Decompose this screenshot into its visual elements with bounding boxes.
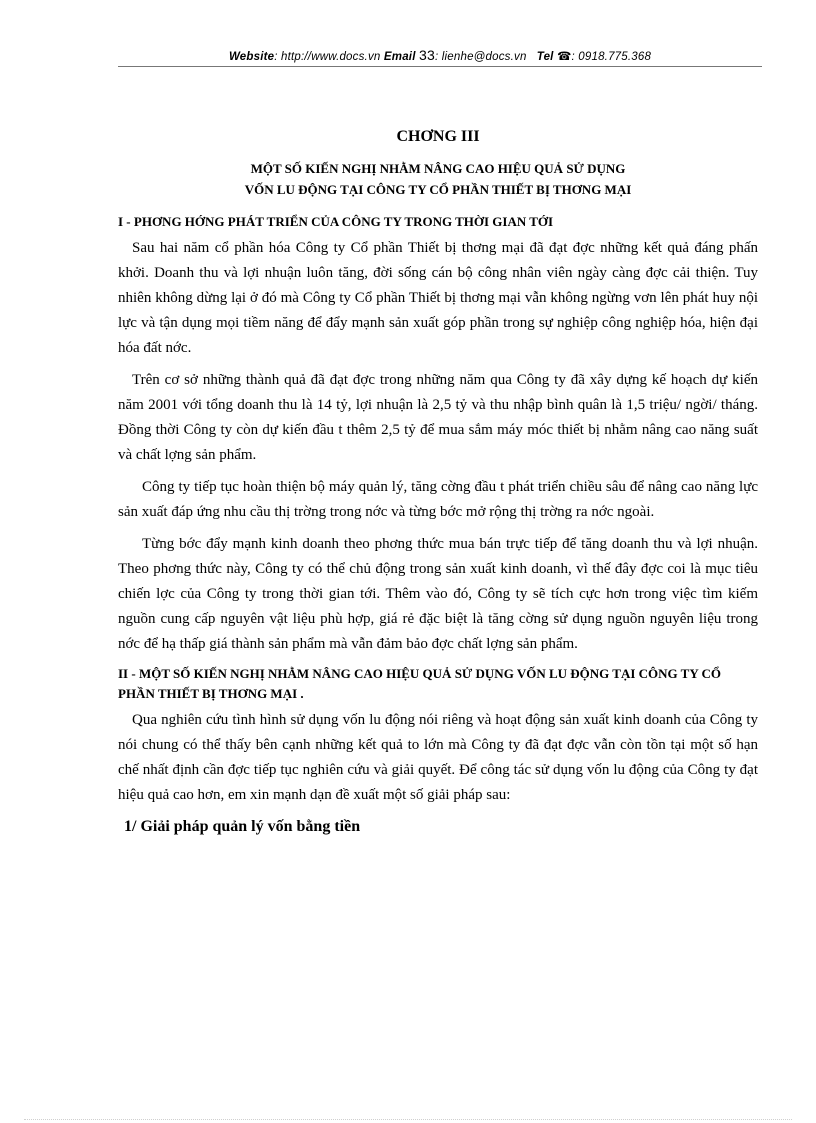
tel-label: Tel <box>536 51 554 63</box>
paragraph: Qua nghiên cứu tình hình sử dụng vốn lu động nói riêng và hoạt động sản xuất kinh doanh của Công ty nói chung có thể thấy bên cạnh những kết quả to lớn mà Công ty đã đạt đợc vẫn còn tồn tại một số hạn chế nhất định cần đợc tiếp tục nghiên cứu và giải quyết. Để công tác sử dụng vốn lu động của Công ty đạt hiệu quả cao hơn, em xin mạnh dạn đề xuất một số giải pháp sau: <box>118 712 758 803</box>
page-number: 33 <box>419 47 435 63</box>
phone-icon: ☎ <box>556 51 572 63</box>
section-heading-2: II - MỘT SỐ KIẾN NGHỊ NHẰM NÂNG CAO HIỆU QUẢ SỬ DỤNG VỐN LU ĐỘNG TẠI CÔNG TY CỔ PHẦN THIẾT BỊ THƠNG MẠI . <box>118 666 721 701</box>
paragraph: Công ty tiếp tục hoàn thiện bộ máy quản lý, tăng cờng đầu t phát triển chiều sâu để nâng cao năng lực sản xuất đáp ứng nhu cầu thị trờng trong nớc và từng bớc mở rộng thị trờng ra nớc ngoài. <box>118 479 758 520</box>
website-label: Website <box>228 51 275 63</box>
website-value: : http://www.docs.vn <box>274 51 381 63</box>
email-label: Email <box>383 51 416 63</box>
email-value: : lienhe@docs.vn <box>434 51 527 63</box>
subsection-heading: 1/ Giải pháp quản lý vốn bằng tiền <box>124 818 361 835</box>
page-header <box>118 47 762 63</box>
section-heading-1: I - PHƠNG HỚNG PHÁT TRIỂN CỦA CÔNG TY TRONG THỜI GIAN TỚI <box>118 214 554 229</box>
chapter-title-line: VỐN LU ĐỘNG TẠI CÔNG TY CỔ PHẦN THIẾT BỊ THƠNG MẠI <box>244 182 632 197</box>
chapter-title <box>118 158 758 200</box>
paragraph: Sau hai năm cổ phần hóa Công ty Cổ phần Thiết bị thơng mại đã đạt đợc những kết quả đáng phấn khởi. Doanh thu và lợi nhuận luôn tăng, đời sống cán bộ công nhân viên ngày càng đợc cải thiện. Tuy nhiên không dừng lại ở đó mà Công ty Cổ phần Thiết bị thơng mại vẫn không ngừng vơn lên phát huy nội lực và tận dụng mọi tiềm năng để đẩy mạnh sản xuất góp phần trong sự nghiệp công nghiệp hóa, hiện đại hóa đất nớc. <box>118 240 758 356</box>
chapter-heading: CHƠNG III <box>396 128 480 145</box>
footer-divider <box>24 1119 792 1120</box>
tel-value: : 0918.775.368 <box>571 51 652 63</box>
paragraph: Từng bớc đẩy mạnh kinh doanh theo phơng thức mua bán trực tiếp để tăng doanh thu và lợi nhuận. Theo phơng thức này, Công ty có thể chủ động trong sản xuất kinh doanh, vì thế đây đợc coi là mục tiêu chiến lợc của Công ty trong thời gian tới. Thêm vào đó, Công ty sẽ tích cực hơn trong việc tìm kiếm nguồn cung cấp nguyên vật liệu phù hợp, giá rẻ đặc biệt là tăng cờng sử dụng nguồn nguyên liệu trong nớc để hạ thấp giá thành sản phẩm mà vẫn đảm bảo đợc chất lợng sản phẩm. <box>118 536 758 652</box>
chapter-title-line: MỘT SỐ KIẾN NGHỊ NHẰM NÂNG CAO HIỆU QUẢ SỬ DỤNG <box>250 161 626 176</box>
header-divider <box>118 66 762 67</box>
page-body <box>118 128 758 836</box>
paragraph: Trên cơ sở những thành quả đã đạt đợc trong những năm qua Công ty đã xây dựng kế hoạch dự kiến năm 2001 với tổng doanh thu là 14 tỷ, lợi nhuận là 2,5 tỷ và thu nhập bình quân là 1,5 triệu/ ngời/ tháng. Đồng thời Công ty còn dự kiến đầu t thêm 2,5 tỷ để mua sắm máy móc thiết bị nhằm nâng cao năng suất và chất lợng sản phẩm. <box>118 372 758 463</box>
